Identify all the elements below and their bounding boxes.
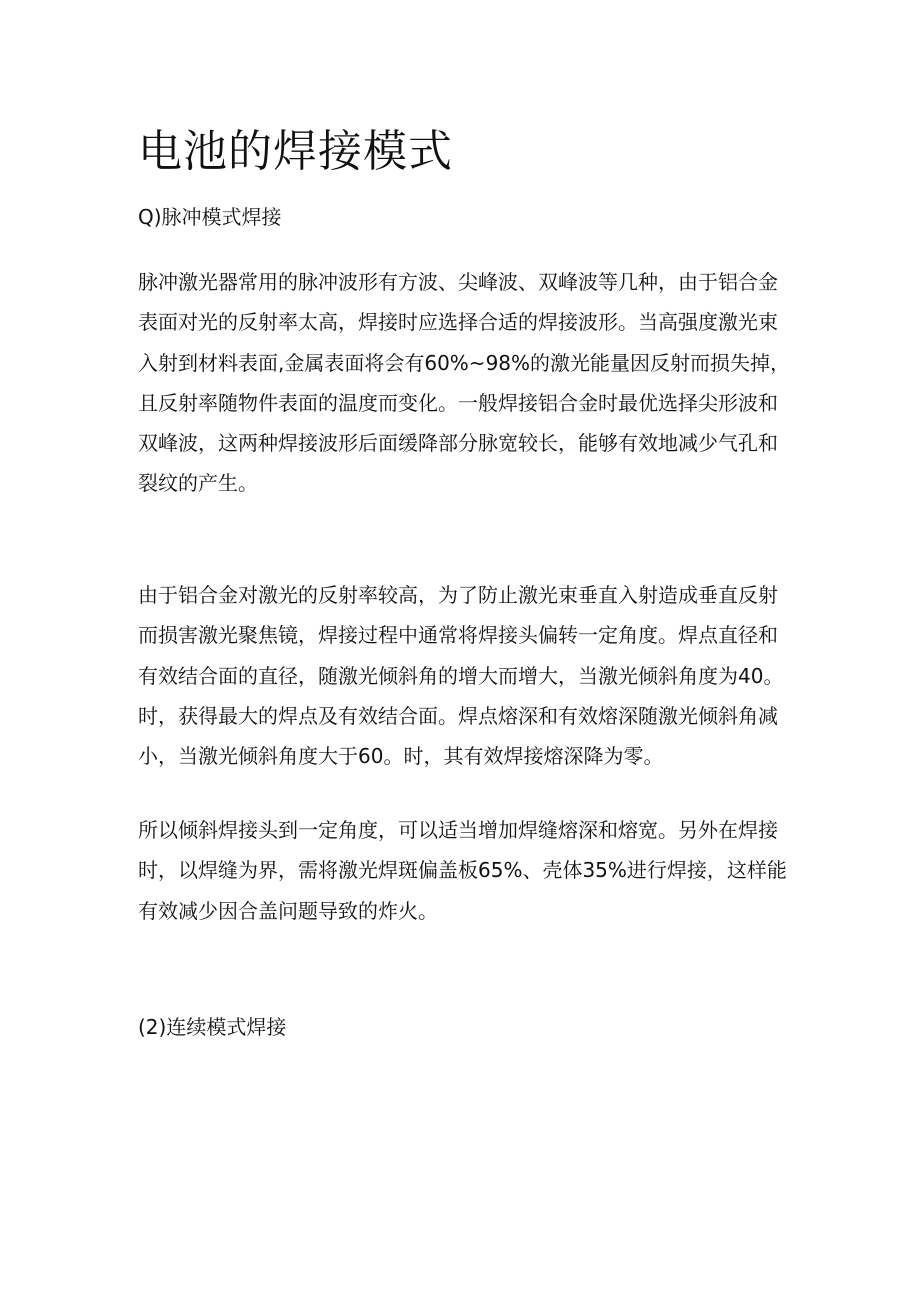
paragraph-line: 双峰波，这两种焊接波形后面缓降部分脉宽较长，能够有效地减少气孔和 bbox=[138, 431, 778, 456]
paragraph-line: 而损害激光聚焦镜，焊接过程中通常将焊接头偏转一定角度。焊点直径和 bbox=[138, 623, 778, 648]
section-heading-continuous-mode: (2)连续模式焊接 bbox=[138, 1015, 287, 1039]
paragraph-line: 小，当激光倾斜角度大于60。时，其有效焊接熔深降为零。 bbox=[138, 744, 664, 769]
paragraph-line: 由于铝合金对激光的反射率较高，为了防止激光束垂直入射造成垂直反射 bbox=[138, 583, 778, 607]
paragraph-line: 脉冲激光器常用的脉冲波形有方波、尖峰波、双峰波等几种，由于铝合金 bbox=[138, 270, 778, 294]
paragraph-line: 所以倾斜焊接头到一定角度，可以适当增加焊缝熔深和熔宽。另外在焊接 bbox=[138, 818, 778, 842]
paragraph-line: 有效结合面的直径，随激光倾斜角的增大而增大，当激光倾斜角度为40。 bbox=[138, 663, 784, 688]
section-heading-pulse-mode: Q)脉冲模式焊接 bbox=[138, 205, 282, 229]
paragraph-line: 有效减少因合盖问题导致的炸火。 bbox=[138, 898, 438, 923]
paragraph-1 bbox=[138, 262, 791, 504]
paragraph-line: 裂纹的产生。 bbox=[138, 471, 258, 496]
paragraph-line: 表面对光的反射率太高，焊接时应选择合适的焊接波形。当高强度激光束 bbox=[138, 310, 778, 335]
page-title: 电池的焊接模式 bbox=[138, 126, 453, 177]
paragraph-line: 时，以焊缝为界，需将激光焊斑偏盖板65%、壳体35%进行焊接，这样能 bbox=[138, 858, 787, 883]
paragraph-line: 时，获得最大的焊点及有效结合面。焊点熔深和有效熔深随激光倾斜角减 bbox=[138, 703, 778, 728]
paragraph-line: 且反射率随物件表面的温度而变化。一般焊接铝合金时最优选择尖形波和 bbox=[138, 390, 778, 415]
paragraph-2 bbox=[138, 575, 788, 776]
paragraph-line: 入射到材料表面,金属表面将会有60%~98%的激光能量因反射而损失掉， bbox=[138, 350, 791, 375]
paragraph-3 bbox=[138, 810, 788, 931]
